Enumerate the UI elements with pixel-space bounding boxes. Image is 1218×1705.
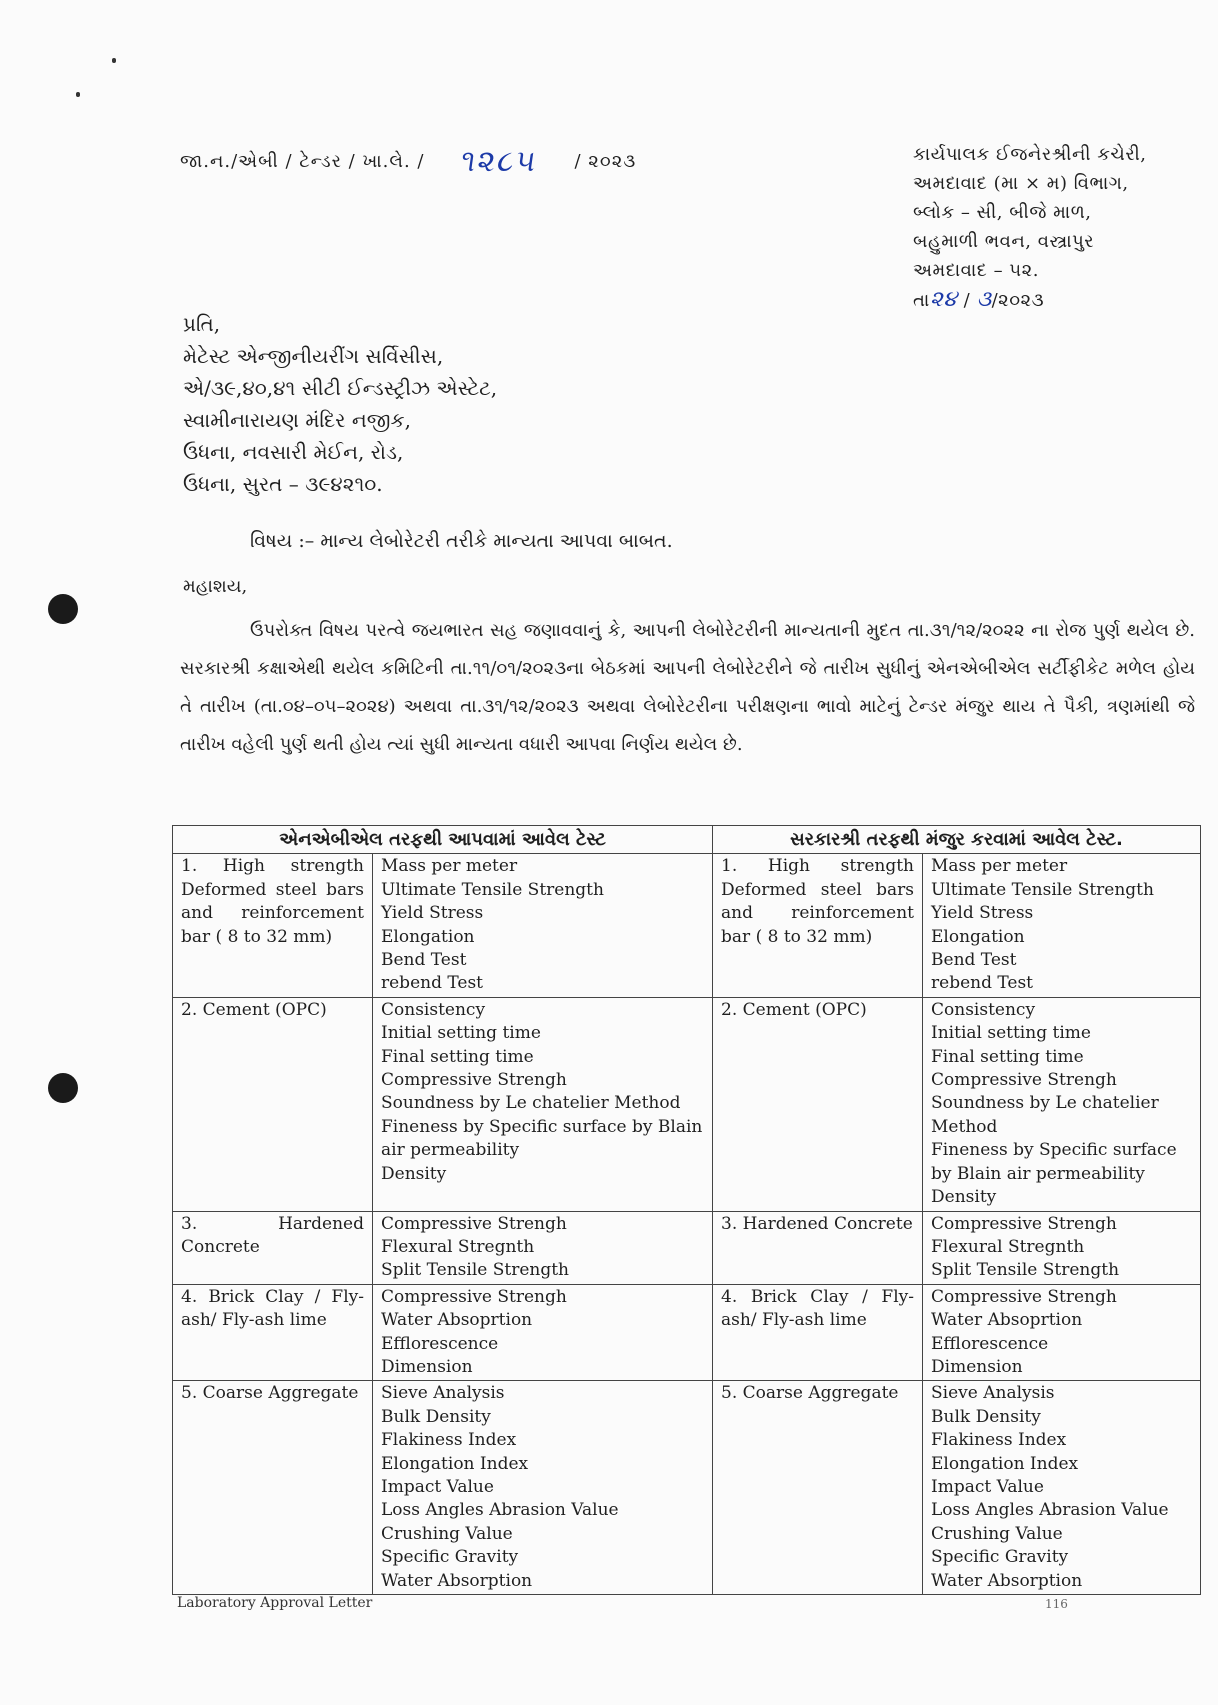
table-row [173, 1381, 1201, 1595]
test-item: Dimension [931, 1356, 1023, 1377]
office-address [913, 140, 1147, 315]
tests-cell-government [923, 1284, 1201, 1381]
test-item: Impact Value [931, 1476, 1044, 1497]
table-row [173, 854, 1201, 997]
test-item: Mass per meter [931, 856, 1068, 877]
test-item: rebend Test [931, 973, 1034, 994]
test-item: Loss Angles Abrasion Value [931, 1500, 1169, 1521]
tests-cell-government [923, 997, 1201, 1211]
punch-hole [48, 1073, 78, 1103]
tests-cell-government [923, 1211, 1201, 1284]
header-government-tests: સરકારશ્રી તરફથી મંજુર કરવામાં આવેલ ટેસ્ટ. [713, 826, 1201, 854]
test-item: Compressive Strengh [931, 1213, 1117, 1234]
table-row [173, 997, 1201, 1211]
test-item: Efflorescence [381, 1333, 499, 1354]
test-item: Initial setting time [931, 1023, 1091, 1044]
salutation: મહાશય, [183, 576, 248, 597]
table-row [173, 1284, 1201, 1381]
recipient-line: એ/૩૯,૪૦,૪૧ સીટી ઈન્ડસ્ટ્રીઝ એસ્ટેટ, [183, 376, 498, 400]
test-item: Impact Value [381, 1476, 494, 1497]
test-item: Initial setting time [381, 1023, 541, 1044]
test-item: Sieve Analysis [931, 1383, 1055, 1404]
material-cell-government: 1. High strength Deformed steel bars and reinforcement bar ( 8 to 32 mm) [713, 854, 923, 997]
test-item: Density [931, 1187, 997, 1208]
test-item: Flexural Stregnth [381, 1236, 535, 1257]
test-item: Soundness by Le chatelier Method [381, 1093, 681, 1114]
test-item: Final setting time [931, 1046, 1084, 1067]
test-item: Split Tensile Strength [931, 1260, 1120, 1281]
office-line: બહુમાળી ભવન, વસ્ત્રાપુર [913, 231, 1095, 252]
test-item: Ultimate Tensile Strength [381, 879, 604, 900]
recipient-line: સ્વામીનારાયણ મંદિર નજીક, [183, 408, 411, 432]
test-item: Water Absorption [381, 1570, 533, 1591]
subject-line [250, 530, 673, 552]
footer-title: Laboratory Approval Letter [177, 1595, 373, 1611]
test-item: Elongation Index [381, 1453, 529, 1474]
test-item: Mass per meter [381, 856, 518, 877]
test-item: Consistency [381, 999, 486, 1020]
test-item: Ultimate Tensile Strength [931, 879, 1154, 900]
material-cell-nabl: 1. High strength Deformed steel bars and reinforcement bar ( 8 to 32 mm) [173, 854, 373, 997]
handwritten-date-day: ૨૪ [929, 287, 958, 312]
material-cell-nabl: 2. Cement (OPC) [173, 997, 373, 1211]
date-prefix: તા [913, 290, 930, 311]
test-item: Bend Test [931, 950, 1017, 971]
material-cell-nabl: 5. Coarse Aggregate [173, 1381, 373, 1595]
test-item: Fineness by Specific surface by Blain air permeability [931, 1140, 1177, 1184]
scan-speck [76, 92, 80, 97]
handwritten-date-month: ૩ [976, 287, 992, 312]
header-nabl-tests: એનએબીએલ તરફથી આપવામાં આવેલ ટેસ્ટ [173, 826, 713, 854]
test-item: Specific Gravity [381, 1547, 519, 1568]
reference-number [180, 144, 636, 179]
office-line: કાર્યપાલક ઈજનેરશ્રીની કચેરી, [913, 144, 1147, 165]
test-item: Yield Stress [931, 903, 1034, 924]
test-item: Flexural Stregnth [931, 1236, 1085, 1257]
test-item: Compressive Strengh [931, 1286, 1117, 1307]
test-item: Final setting time [381, 1046, 534, 1067]
material-cell-government: 4. Brick Clay / Fly-ash/ Fly-ash lime [713, 1284, 923, 1381]
test-item: Compressive Strengh [381, 1070, 567, 1091]
material-cell-government: 3. Hardened Concrete [713, 1211, 923, 1284]
test-item: Flakiness Index [381, 1430, 517, 1451]
reference-prefix: જા.ન./એબી / ટેન્ડર / ખા.લે. / [180, 151, 425, 172]
test-item: Water Absorption [931, 1570, 1083, 1591]
tests-cell-nabl [373, 854, 713, 997]
test-item: Efflorescence [931, 1333, 1049, 1354]
test-item: Compressive Strengh [931, 1070, 1117, 1091]
tests-cell-nabl [373, 1211, 713, 1284]
test-item: Elongation Index [931, 1453, 1079, 1474]
test-item: Crushing Value [931, 1523, 1063, 1544]
test-item: Soundness by Le chatelier Method [931, 1093, 1159, 1137]
recipient-line: મેટેસ્ટ એન્જીનીયરીંગ સર્વિસીસ, [183, 344, 444, 368]
letter-date: તા૨૪ / ૩/૨૦૨૩ [913, 287, 1045, 312]
tests-cell-nabl [373, 1381, 713, 1595]
test-item: Bulk Density [381, 1406, 491, 1427]
test-item: Sieve Analysis [381, 1383, 505, 1404]
tests-cell-government [923, 854, 1201, 997]
recipient-address [183, 308, 497, 500]
test-item: Flakiness Index [931, 1430, 1067, 1451]
test-item: Specific Gravity [931, 1547, 1069, 1568]
body-text: ઉપરોક્ત વિષય પરત્વે જયભારત સહ જણાવવાનું કે, આપની લેબોરેટરીની માન્યતાની મુદત તા.૩૧/૧૨/૨૦૨૨ ના રોજ પુર્ણ થયેલ છે. સરકારશ્રી કક્ષાએથી થયેલ કમિટિની તા.૧૧/૦૧/૨૦૨૩ના બેઠકમાં આપની લેબોરેટરીને જે તારીખ સુધીનું એનએબીએલ સર્ટીફીકેટ મળેલ હોય તે તારીખ (તા.૦૪–૦૫–૨૦૨૪) અથવા તા.૩૧/૧૨/૨૦૨૩ અથવા લેબોરેટરીના પરીક્ષણના ભાવો માટેનું ટેન્ડર મંજુર થાય તે પૈકી, ત્રણમાંથી જે તારીખ વહેલી પુર્ણ થતી હોય ત્યાં સુધી માન્યતા વધારી આપવા નિર્ણય થયેલ છે. [180, 620, 1195, 755]
test-item: Loss Angles Abrasion Value [381, 1500, 619, 1521]
test-item: Water Absoprtion [931, 1310, 1083, 1331]
test-item: Bend Test [381, 950, 467, 971]
subject-text: માન્ય લેબોરેટરી તરીકે માન્યતા આપવા બાબત. [320, 530, 673, 552]
date-year: /૨૦૨૩ [991, 290, 1045, 311]
scan-speck [112, 58, 116, 63]
office-line: અમદાવાદ (મા × મ) વિભાગ, [913, 173, 1129, 194]
test-item: Elongation [931, 926, 1025, 947]
recipient-line: ઉધના, સુરત – ૩૯૪૨૧૦. [183, 472, 383, 496]
test-item: Consistency [931, 999, 1036, 1020]
subject-label: વિષય :– [250, 530, 315, 552]
test-item: Water Absoprtion [381, 1310, 533, 1331]
test-item: Yield Stress [381, 903, 484, 924]
handwritten-reference-number: ૧૨૮૫ [458, 144, 541, 179]
material-cell-government: 5. Coarse Aggregate [713, 1381, 923, 1595]
test-item: Compressive Strengh [381, 1286, 567, 1307]
office-line: બ્લોક – સી, બીજે માળ, [913, 202, 1092, 223]
table-header-row [173, 826, 1201, 854]
table-row [173, 1211, 1201, 1284]
tests-table [172, 825, 1201, 1595]
punch-hole [48, 594, 78, 624]
test-item: rebend Test [381, 973, 483, 994]
test-item: Bulk Density [931, 1406, 1041, 1427]
material-cell-nabl: 3. Hardened Concrete [173, 1211, 373, 1284]
test-item: Split Tensile Strength [381, 1260, 570, 1281]
material-cell-government: 2. Cement (OPC) [713, 997, 923, 1211]
test-item: Dimension [381, 1356, 473, 1377]
test-item: Fineness by Specific surface by Blain air permeability [381, 1116, 703, 1161]
office-line: અમદાવાદ – ૫૨. [913, 260, 1039, 281]
body-paragraph [180, 612, 1195, 764]
material-cell-nabl: 4. Brick Clay / Fly-ash/ Fly-ash lime [173, 1284, 373, 1381]
tests-cell-government [923, 1381, 1201, 1595]
tests-cell-nabl [373, 997, 713, 1211]
page-number: 116 [1045, 1597, 1068, 1611]
test-item: Density [381, 1163, 447, 1184]
test-item: Compressive Strengh [381, 1213, 567, 1234]
test-item: Crushing Value [381, 1523, 513, 1544]
tests-cell-nabl [373, 1284, 713, 1381]
recipient-line: ઉધના, નવસારી મેઈન, રોડ, [183, 440, 404, 464]
recipient-line: પ્રતિ, [183, 312, 221, 336]
test-item: Elongation [381, 926, 475, 947]
reference-year: / ૨૦૨૩ [574, 151, 637, 172]
